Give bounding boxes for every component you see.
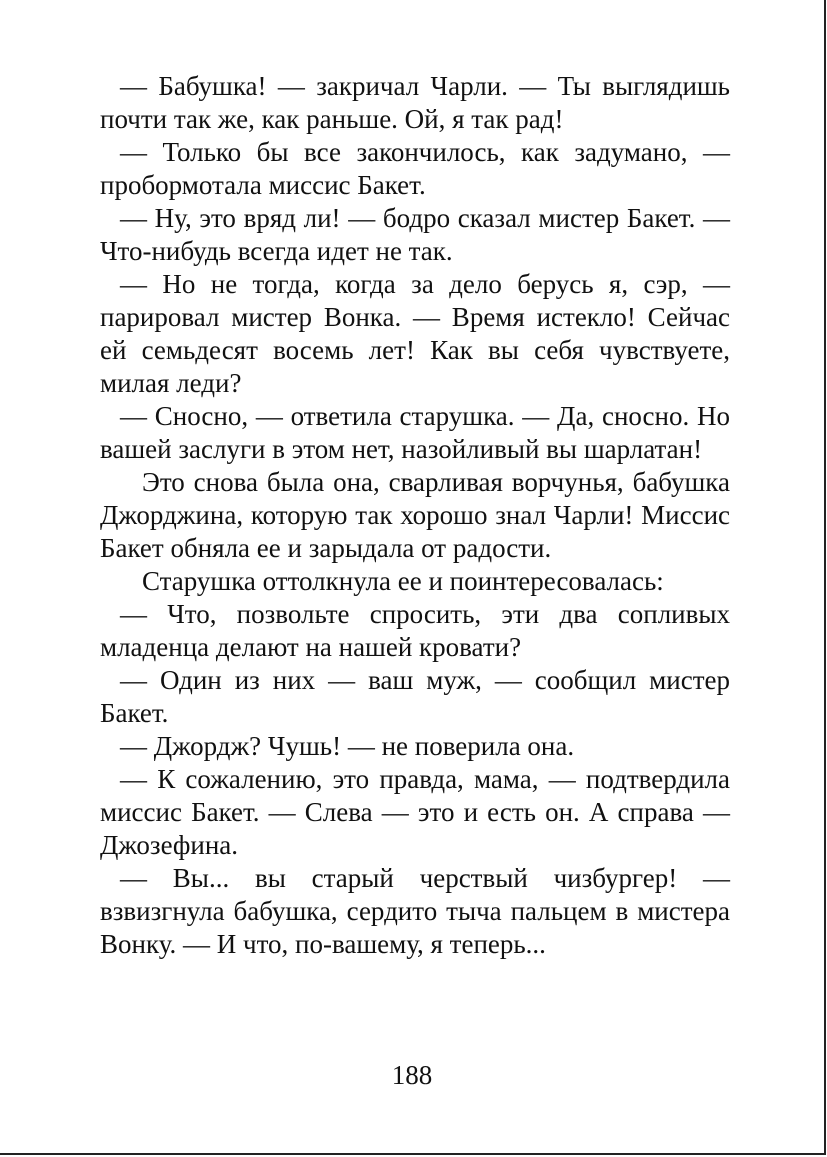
paragraph-3: — Ну, это вряд ли! — бодро сказал мистер Бакет. — Что-нибудь всегда идет не так. — [100, 203, 730, 266]
paragraph-4: — Но не тогда, когда за дело берусь я, сэр, — парировал мистер Вонка. — Время истекло! Сейчас ей семьдесят восемь лет! Как вы себя чувствуете, милая леди? — [100, 269, 730, 398]
paragraph-10: — Джордж? Чушь! — не поверила она. — [120, 731, 575, 761]
page-number: 188 — [391, 1060, 433, 1090]
paragraph-8: — Что, позвольте спросить, эти два сопливых младенца делают на нашей кровати? — [100, 599, 730, 662]
paragraph-9: — Один из них — ваш муж, — сообщил мистер Бакет. — [100, 665, 730, 728]
paragraph-6: Это снова была она, сварливая ворчунья, бабушка Джорджина, которую так хорошо знал Чарли! Миссис Бакет обняла ее и зарыдала от радости. — [100, 467, 730, 563]
paragraph-1: — Бабушка! — закричал Чарли. — Ты выглядишь почти так же, как раньше. Ой, я так рад! — [100, 71, 730, 134]
body-text — [100, 70, 730, 961]
paragraph-2: — Только бы все закончилось, как задумано, — пробормотала миссис Бакет. — [100, 137, 730, 200]
paragraph-11: — К сожалению, это правда, мама, — подтвердила миссис Бакет. — Слева — это и есть он. А справа — Джозефина. — [100, 764, 730, 860]
paragraph-12: — Вы... вы старый черствый чизбургер! — взвизгнула бабушка, сердито тыча пальцем в мистера Вонку. — И что, по-вашему, я теперь... — [100, 863, 730, 959]
paragraph-7: Старушка оттолкнула ее и поинтересовалась: — [142, 566, 664, 596]
paragraph-5: — Сносно, — ответила старушка. — Да, сносно. Но вашей заслуги в этом нет, назойливый вы шарлатан! — [100, 401, 730, 464]
